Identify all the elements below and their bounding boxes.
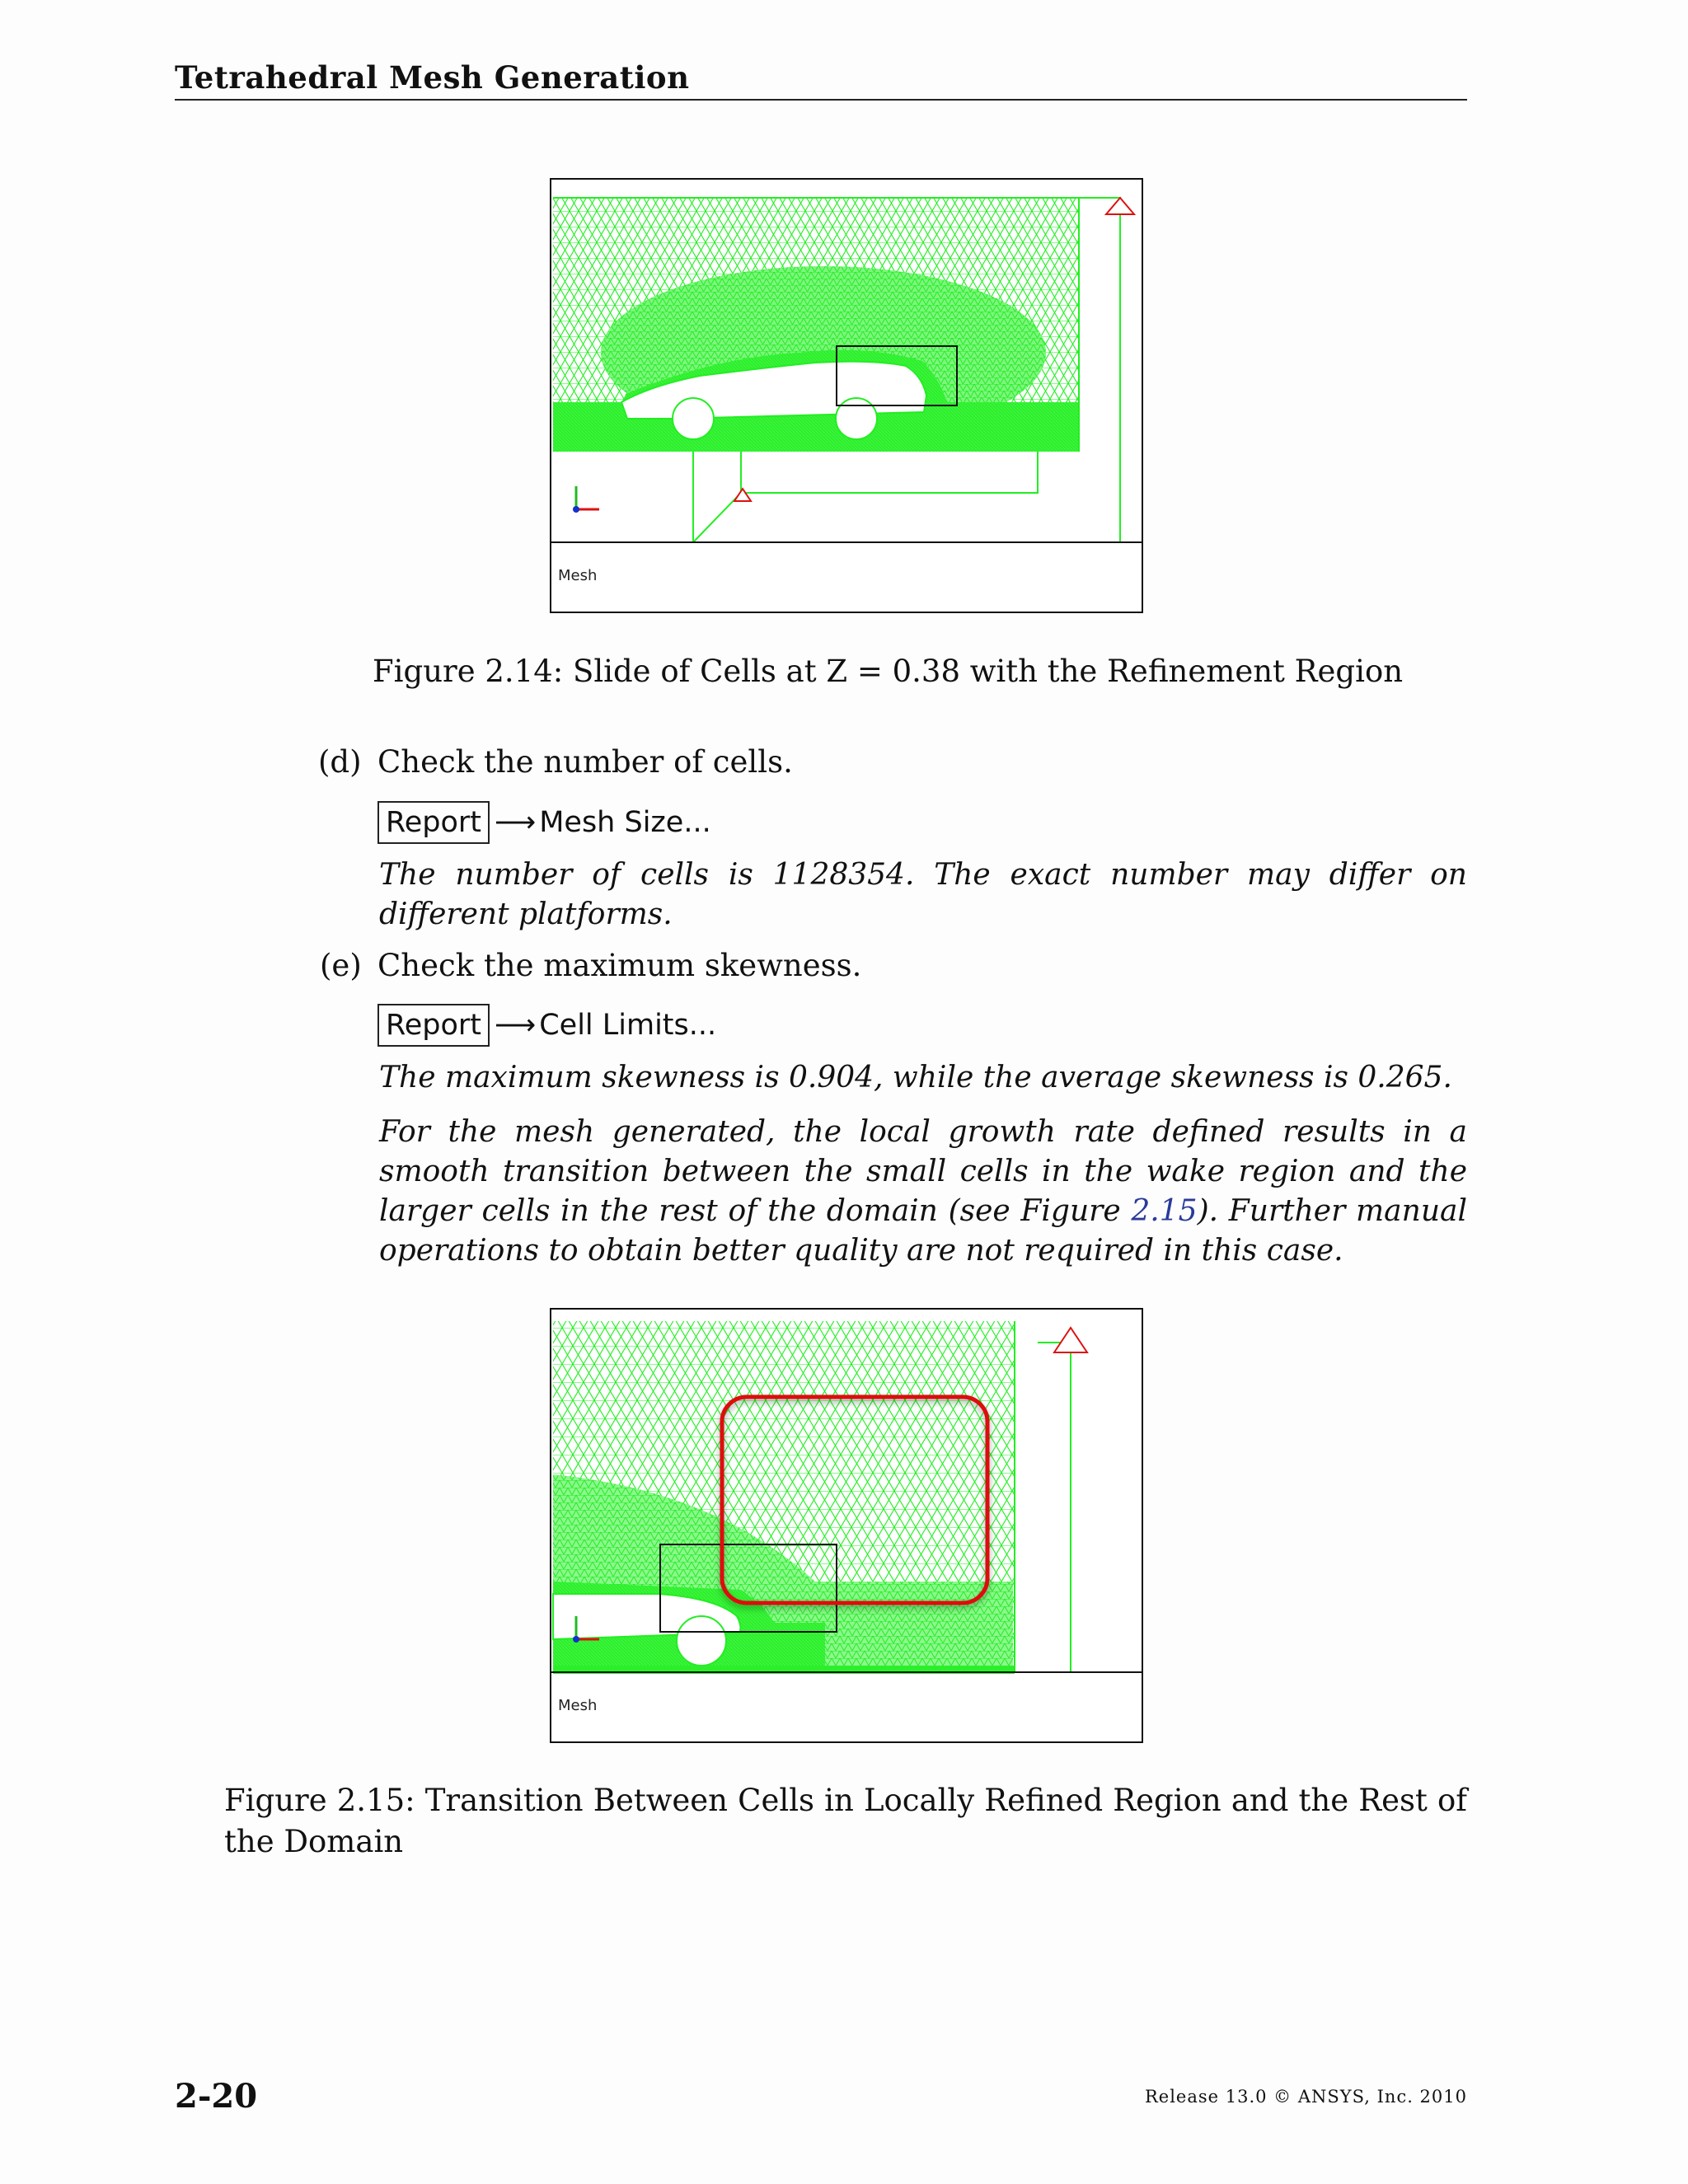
- step-d-label: (d): [318, 744, 362, 780]
- figure-2-15-image: [550, 1308, 1143, 1743]
- viewport-label: Mesh: [558, 567, 598, 584]
- step-d-text: Check the number of cells.: [377, 744, 793, 780]
- figure-2-15-link[interactable]: 2.15: [1131, 1194, 1198, 1228]
- rear-wheel: [677, 1616, 726, 1666]
- page-number: 2-20: [175, 2077, 258, 2116]
- step-e-text: Check the maximum skewness.: [377, 948, 862, 983]
- figure-2-15-caption: Figure 2.15: Transition Between Cells in Locally Refined Region and the Rest of the Domain: [224, 1783, 1467, 1859]
- step-d-note: The number of cells is 1128354. The exact number may differ on different platforms.: [379, 858, 1467, 931]
- triangle-marker-icon: [1106, 198, 1134, 214]
- release-notice: Release 13.0 © ANSYS, Inc. 2010: [1144, 2087, 1467, 2107]
- explanation-paragraph: [379, 1113, 1467, 1271]
- step-e-label: (e): [320, 948, 362, 983]
- mesh-size-menu-item[interactable]: Mesh Size...: [539, 806, 711, 839]
- running-title: Tetrahedral Mesh Generation: [175, 59, 690, 96]
- viewport-label: Mesh: [558, 1697, 598, 1714]
- arrow-right-icon: ⟶: [495, 1009, 537, 1042]
- figure-2-14-image: [550, 178, 1143, 613]
- figure-2-14-caption: Figure 2.14: Slide of Cells at Z = 0.38 with the Refinement Region: [373, 654, 1404, 689]
- header-rule: [175, 99, 1467, 101]
- menu-path-cell-limits: [377, 1004, 716, 1047]
- explanation-text: ). Further manual operations to obtain better quality are not required in this case.: [379, 1194, 1467, 1268]
- axis-triad-icon: [573, 486, 599, 513]
- report-menu-button[interactable]: Report: [377, 801, 490, 844]
- triangle-marker-icon: [734, 489, 751, 501]
- triangle-marker-icon: [1054, 1328, 1087, 1352]
- report-menu-button[interactable]: Report: [377, 1004, 490, 1047]
- arrow-right-icon: ⟶: [495, 806, 537, 839]
- step-e-note: The maximum skewness is 0.904, while the average skewness is 0.265.: [379, 1061, 1452, 1094]
- explanation-text: For the mesh generated, the local growth rate defined results in a smooth transition between the small cells in the wake region and the larger cells in the rest of the domain (see Figure: [379, 1115, 1467, 1228]
- mesh-viewport: [551, 1310, 1142, 1741]
- front-wheel: [673, 398, 714, 439]
- domain-outline: [1015, 1321, 1071, 1672]
- mesh-viewport: [551, 180, 1142, 612]
- rear-wheel: [836, 398, 877, 439]
- menu-path-mesh-size: [377, 801, 711, 844]
- cell-limits-menu-item[interactable]: Cell Limits...: [539, 1009, 717, 1042]
